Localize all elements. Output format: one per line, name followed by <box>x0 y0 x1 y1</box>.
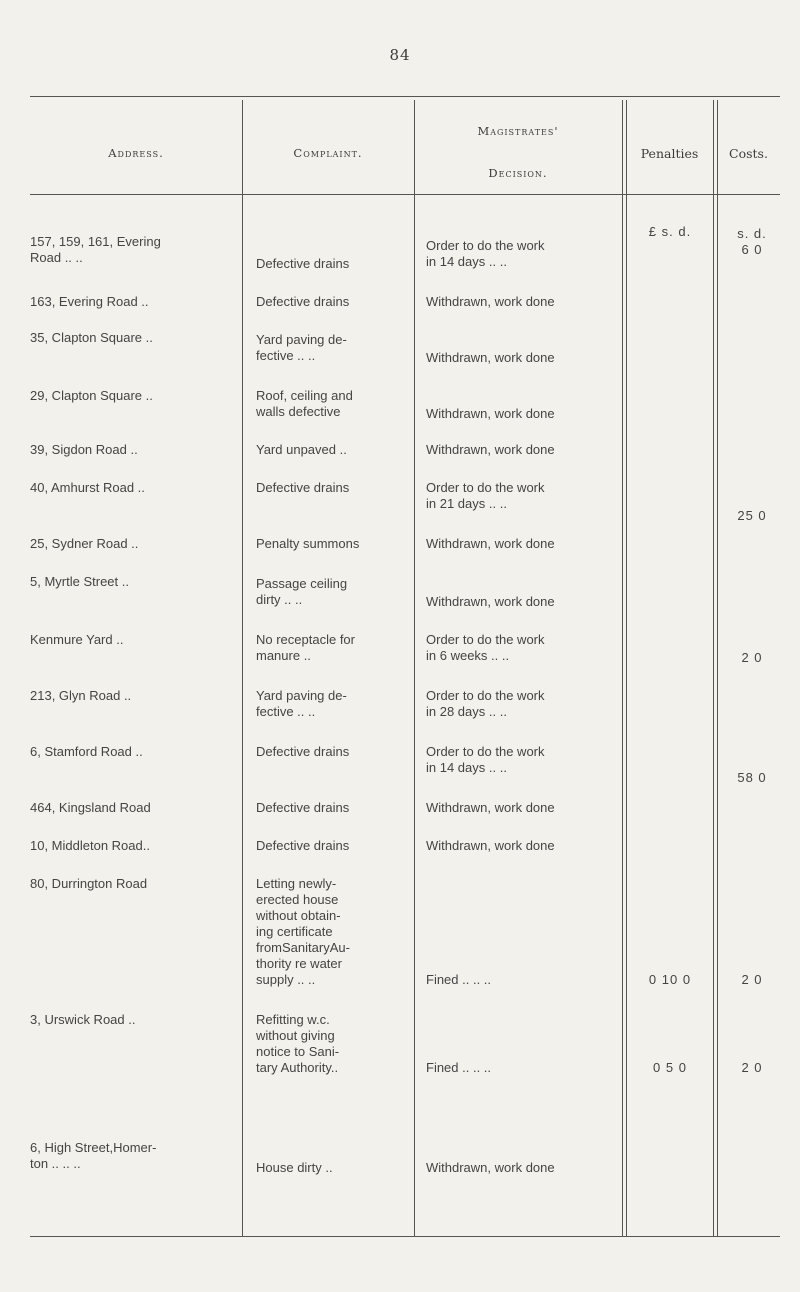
costs-units: s. d. <box>737 226 767 241</box>
header-complaint: Complaint. <box>293 146 363 160</box>
row-11-address: 6, Stamford Road .. <box>30 744 143 759</box>
row-4-complaint: Roof, ceiling and walls defective <box>256 388 353 419</box>
row-4-address: 29, Clapton Square .. <box>30 388 153 403</box>
row-14-costs: 2 0 <box>741 972 763 987</box>
row-15-costs: 2 0 <box>741 1060 763 1075</box>
row-8-decision: Withdrawn, work done <box>426 594 555 609</box>
row-1-costs: 6 0 <box>741 242 763 257</box>
row-3-decision: Withdrawn, work done <box>426 350 555 365</box>
row-6-costs: 25 0 <box>737 508 767 523</box>
row-10-complaint: Yard paving de- fective .. .. <box>256 688 347 719</box>
row-11-complaint: Defective drains <box>256 744 350 759</box>
row-7-address: 25, Sydner Road .. <box>30 536 139 551</box>
row-2-complaint: Defective drains <box>256 294 350 309</box>
row-7-decision: Withdrawn, work done <box>426 536 555 551</box>
column-divider-penalties-costs-double <box>717 100 718 1236</box>
row-9-costs: 2 0 <box>741 650 763 665</box>
row-14-complaint: Letting newly- erected house without obtain- ing certificate fromSanitaryAu- thority re water supply .. .. <box>256 876 350 987</box>
column-divider-complaint-decision <box>414 100 415 1236</box>
header-penalties: Penalties <box>640 146 699 161</box>
row-4-decision: Withdrawn, work done <box>426 406 555 421</box>
row-14-address: 80, Durrington Road <box>30 876 148 891</box>
row-8-address: 5, Myrtle Street .. <box>30 574 129 589</box>
row-2-address: 163, Evering Road .. <box>30 294 149 309</box>
header-address: Address. <box>108 146 164 160</box>
row-8-complaint: Passage ceiling dirty .. .. <box>256 576 348 607</box>
header-costs: Costs. <box>729 146 768 161</box>
row-6-decision: Order to do the work in 21 days .. .. <box>426 480 545 511</box>
row-15-decision: Fined .. .. .. <box>426 1060 492 1075</box>
table-top-rule <box>30 96 780 97</box>
penalties-units: £ s. d. <box>648 224 692 239</box>
row-13-complaint: Defective drains <box>256 838 350 853</box>
row-11-decision: Order to do the work in 14 days .. .. <box>426 744 545 775</box>
row-15-penalties: 0 5 0 <box>653 1060 687 1075</box>
row-9-complaint: No receptacle for manure .. <box>256 632 355 663</box>
row-13-decision: Withdrawn, work done <box>426 838 555 853</box>
row-5-decision: Withdrawn, work done <box>426 442 555 457</box>
header-bottom-rule <box>30 194 780 195</box>
header-decision-line2: Decision. <box>488 166 548 180</box>
row-3-address: 35, Clapton Square .. <box>30 330 153 345</box>
column-divider-decision-penalties <box>622 100 623 1236</box>
row-5-complaint: Yard unpaved .. <box>256 442 347 457</box>
row-12-complaint: Defective drains <box>256 800 350 815</box>
row-14-decision: Fined .. .. .. <box>426 972 492 987</box>
row-16-decision: Withdrawn, work done <box>426 1160 555 1175</box>
row-9-decision: Order to do the work in 6 weeks .. .. <box>426 632 545 663</box>
row-13-address: 10, Middleton Road.. <box>30 838 150 853</box>
row-7-complaint: Penalty summons <box>256 536 360 551</box>
row-12-decision: Withdrawn, work done <box>426 800 555 815</box>
page-number: 84 <box>389 46 411 64</box>
row-9-address: Kenmure Yard .. <box>30 632 124 647</box>
column-divider-address-complaint <box>242 100 243 1236</box>
row-3-complaint: Yard paving de- fective .. .. <box>256 332 347 363</box>
row-6-address: 40, Amhurst Road .. <box>30 480 145 495</box>
header-decision-line1: Magistrates' <box>477 124 559 138</box>
row-15-address: 3, Urswick Road .. <box>30 1012 136 1027</box>
column-divider-decision-penalties-double <box>626 100 627 1236</box>
row-1-address: 157, 159, 161, Evering Road .. .. <box>30 234 161 265</box>
row-1-complaint: Defective drains <box>256 256 350 271</box>
row-2-decision: Withdrawn, work done <box>426 294 555 309</box>
row-12-address: 464, Kingsland Road <box>30 800 151 815</box>
row-5-address: 39, Sigdon Road .. <box>30 442 138 457</box>
row-6-complaint: Defective drains <box>256 480 350 495</box>
table-bottom-rule <box>30 1236 780 1237</box>
row-1-decision: Order to do the work in 14 days .. .. <box>426 238 545 269</box>
row-10-address: 213, Glyn Road .. <box>30 688 132 703</box>
row-14-penalties: 0 10 0 <box>648 972 692 987</box>
row-11-costs: 58 0 <box>737 770 767 785</box>
row-16-address: 6, High Street,Homer- ton .. .. .. <box>30 1140 157 1171</box>
column-divider-penalties-costs <box>713 100 714 1236</box>
row-16-complaint: House dirty .. <box>256 1160 333 1175</box>
row-10-decision: Order to do the work in 28 days .. .. <box>426 688 545 719</box>
row-15-complaint: Refitting w.c. without giving notice to Sani- tary Authority.. <box>256 1012 340 1075</box>
